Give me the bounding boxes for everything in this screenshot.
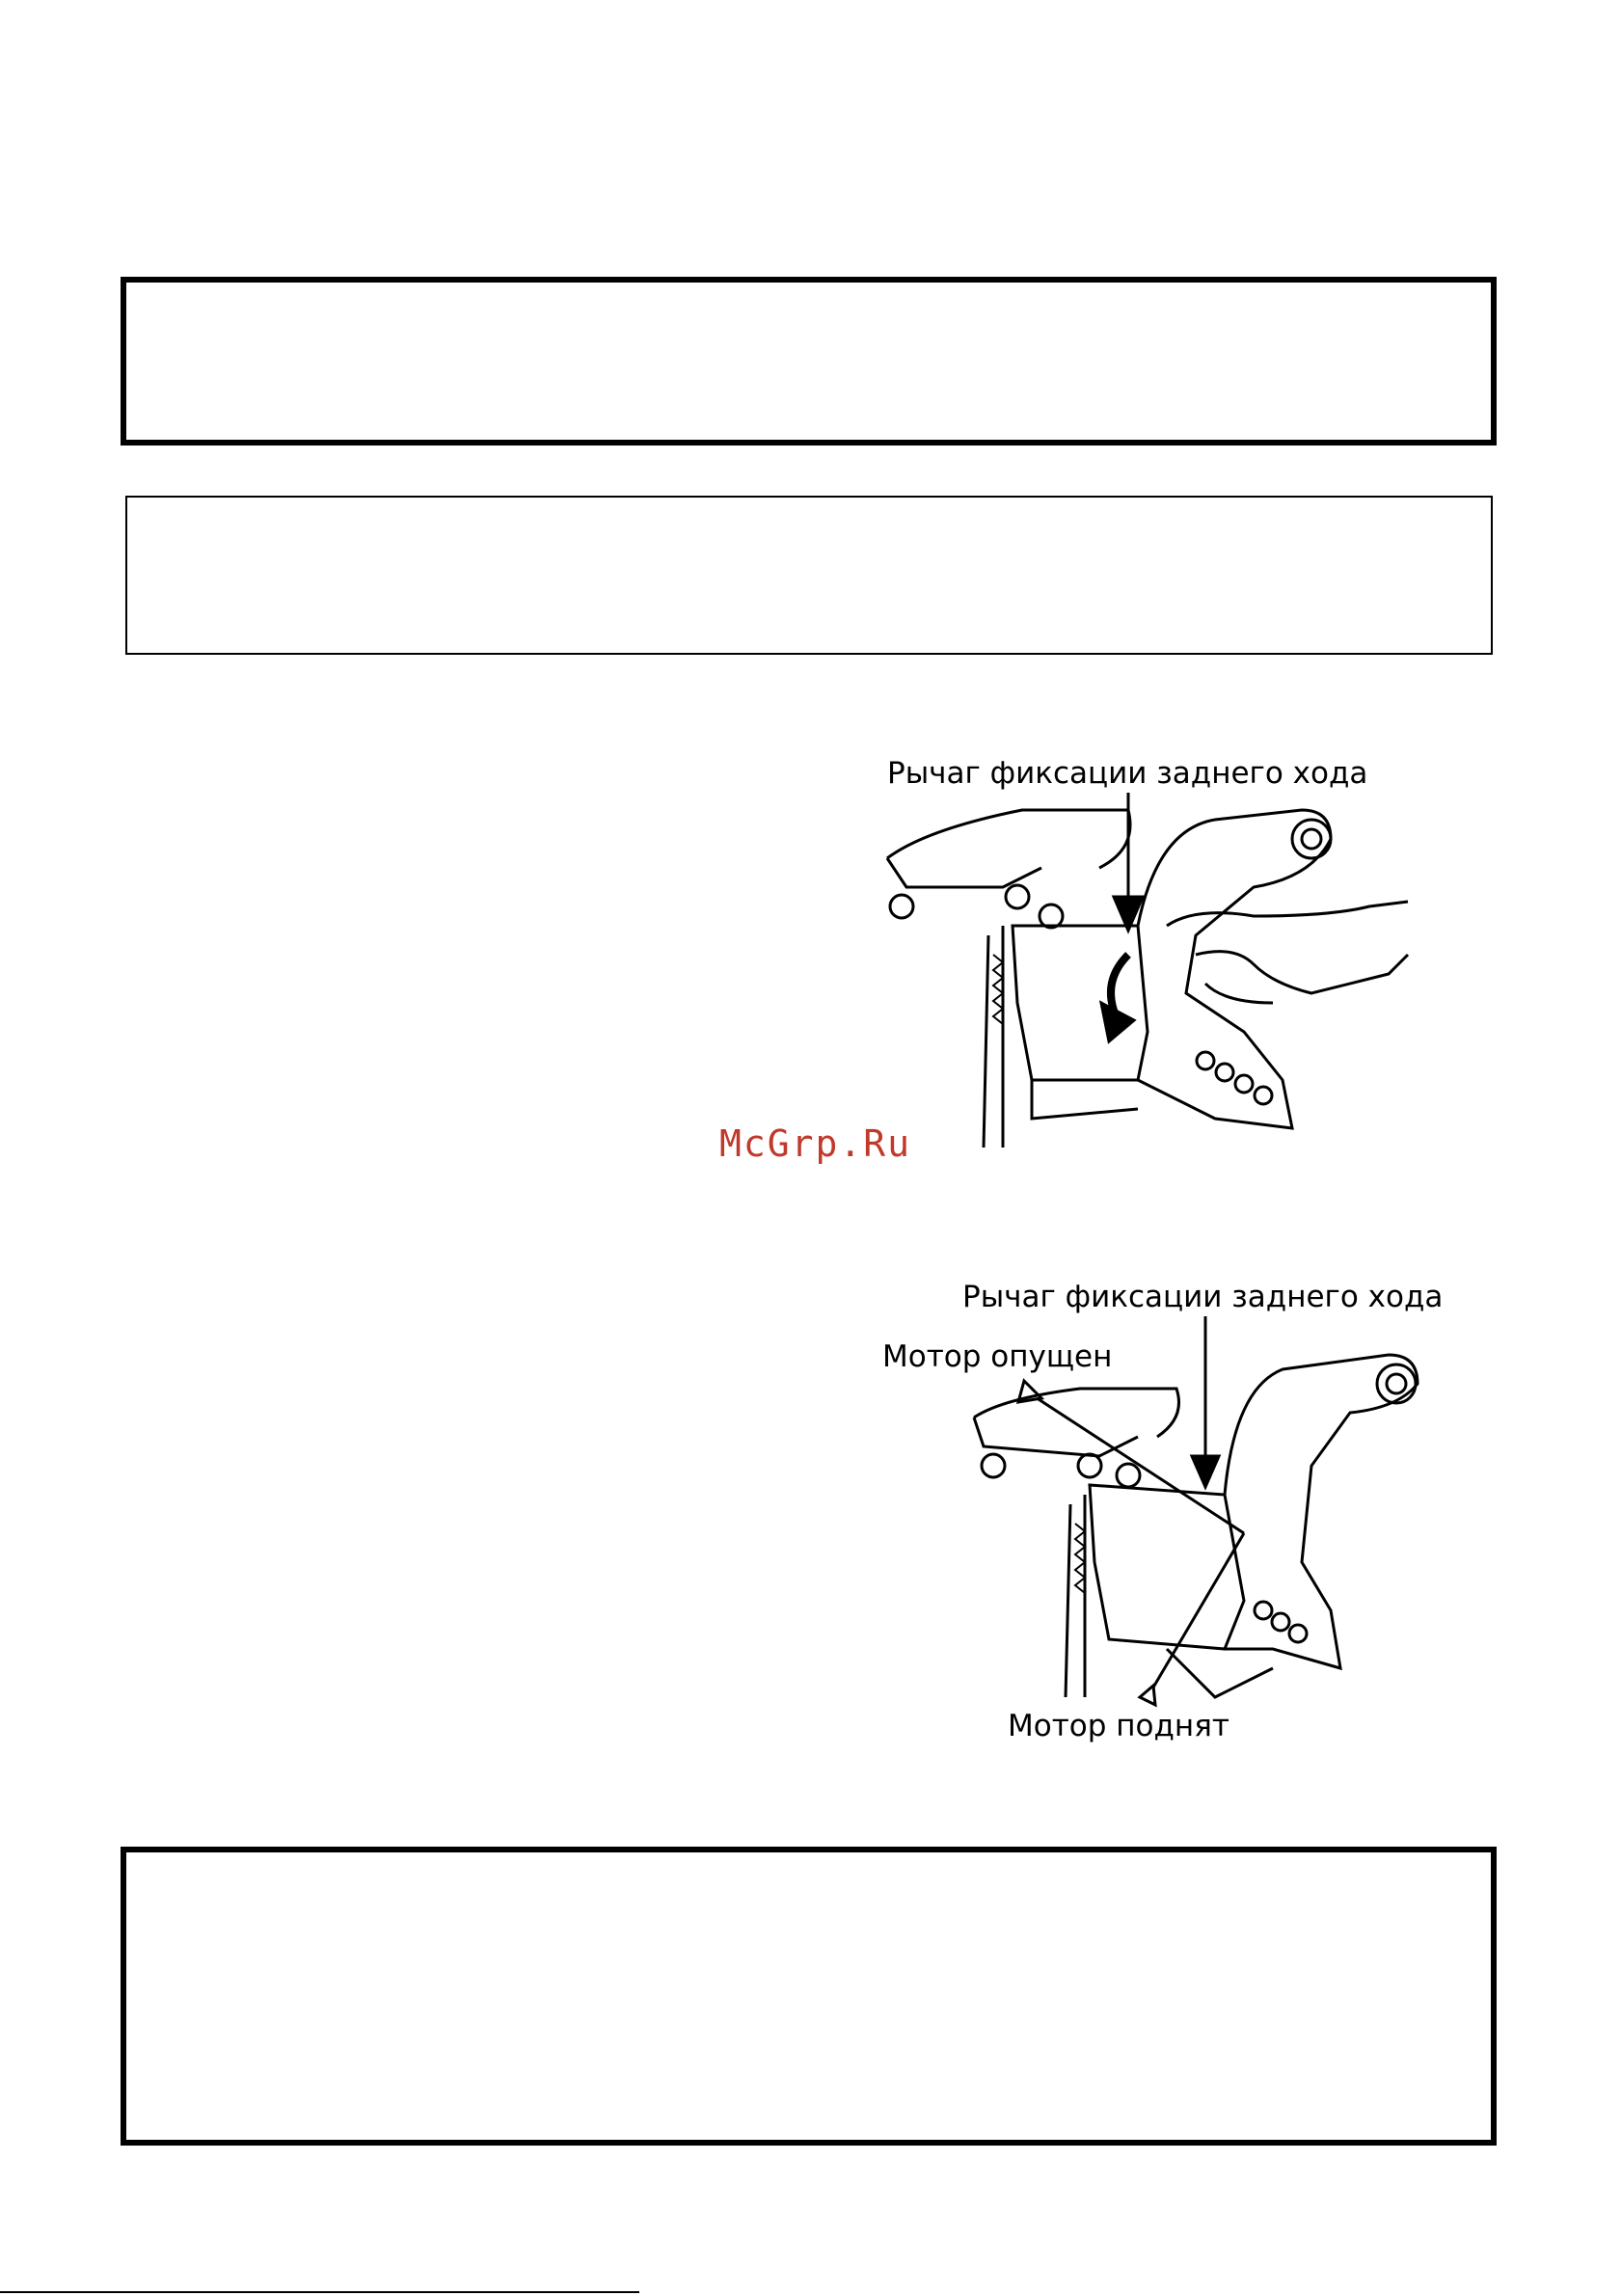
watermark: McGrp.Ru [719, 1122, 912, 1165]
figure-2-label-lever: Рычаг фиксации заднего хода [962, 1280, 1444, 1314]
footer-rule [0, 2291, 639, 2293]
figure-reverse-lock-lever [849, 714, 1446, 1196]
figure-2-label-motor-up: Мотор поднят [1008, 1709, 1229, 1743]
warning-box-top [121, 277, 1497, 446]
warning-box-bottom [121, 1847, 1497, 2146]
figure-1-label: Рычаг фиксации заднего хода [887, 756, 1368, 791]
figure-2-label-motor-down: Мотор опущен [882, 1339, 1113, 1374]
note-box [125, 496, 1493, 655]
figure-motor-positions [849, 1244, 1446, 1765]
